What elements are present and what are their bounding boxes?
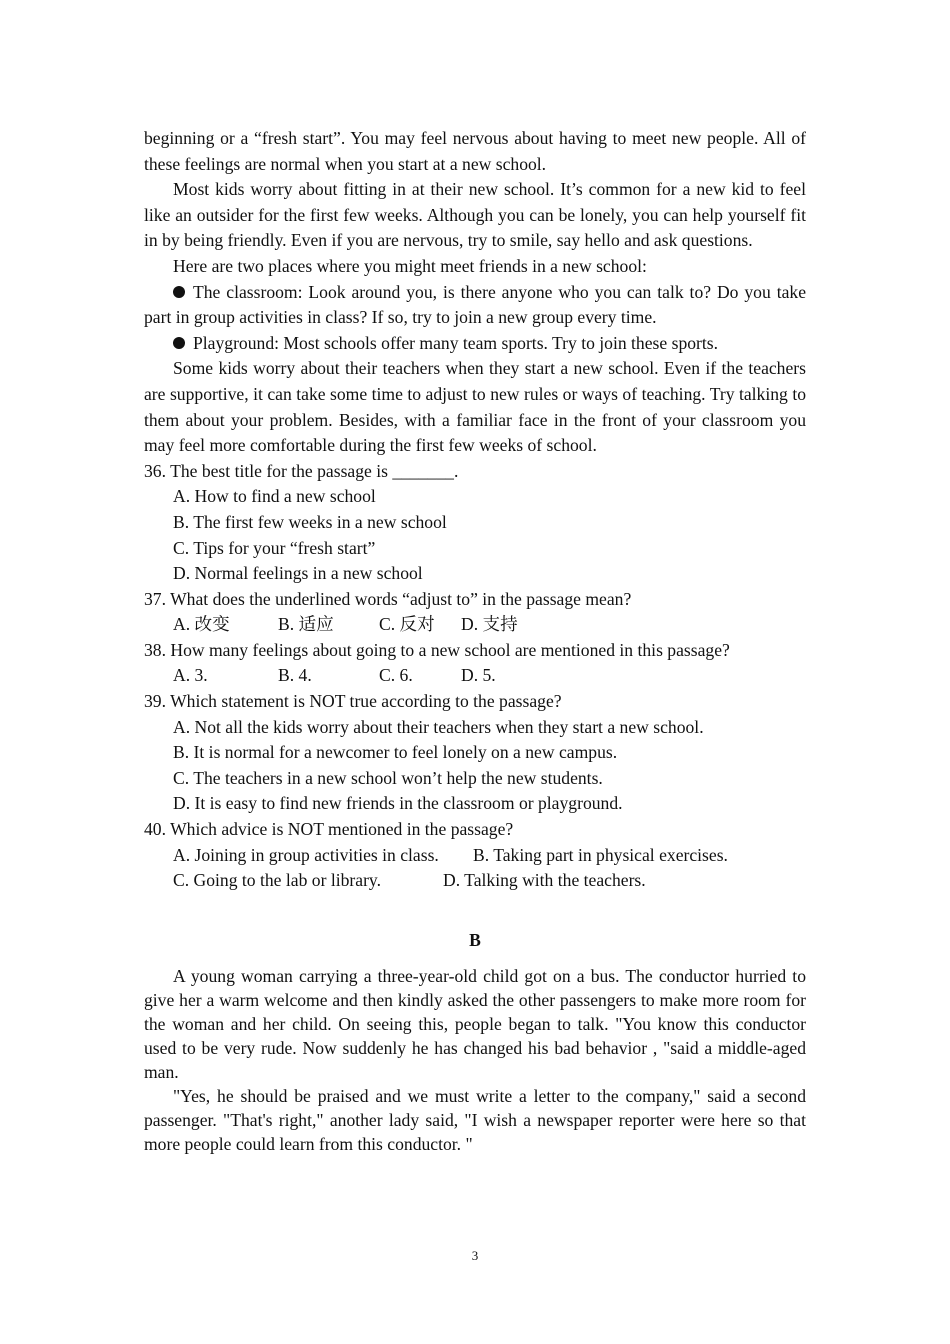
- question-36-option-b: B. The first few weeks in a new school: [173, 511, 447, 532]
- passage-a-bullet-playground: [144, 331, 806, 357]
- section-b-paragraph-2: "Yes, he should be praised and we must write a letter to the company," said a second passenger. "That's right," another lady said, "I wish a newspaper reporter were here so that more people could learn from this conductor. ": [144, 1085, 806, 1154]
- bullet-icon: [173, 286, 185, 298]
- question-38-stem: 38. How many feelings about going to a new school are mentioned in this passage?: [144, 639, 730, 660]
- question-38-option-c: C. 6.: [379, 665, 413, 686]
- question-38-option-b: B. 4.: [278, 665, 312, 686]
- passage-a-paragraph-4: Some kids worry about their teachers when they start a new school. Even if the teachers are supportive, it can take some time to adjust to new rules or ways of teaching. Try talking to them about your problem. Besides, with a familiar face in the front of your classroom you may feel more comfortable during the first few weeks of school.: [144, 358, 806, 456]
- question-38-option-d: D. 5.: [461, 665, 496, 686]
- question-36: [144, 459, 806, 587]
- exam-page: [144, 126, 806, 1156]
- question-40-options-row-1: [144, 843, 806, 869]
- passage-a-paragraph-2: Most kids worry about fitting in at their new school. It’s common for a new kid to feel like an outsider for the first few weeks. Although you can be lonely, you can help yourself fit in by being friendly. Even if you are nervous, try to smile, say hello and ask questions.: [144, 179, 806, 251]
- question-38: [144, 638, 806, 689]
- question-40-option-a: A. Joining in group activities in class.: [173, 844, 439, 865]
- page-number: 3: [471, 1248, 479, 1263]
- passage-a-paragraph-3: Here are two places where you might meet friends in a new school:: [173, 255, 647, 276]
- question-38-option-a: A. 3.: [173, 665, 208, 686]
- question-36-option-d: D. Normal feelings in a new school: [173, 563, 423, 584]
- section-b-heading: B: [469, 929, 481, 950]
- question-39-option-d: D. It is easy to find new friends in the classroom or playground.: [173, 793, 623, 814]
- question-37-stem: 37. What does the underlined words “adjust to” in the passage mean?: [144, 588, 632, 609]
- question-39-option-a: A. Not all the kids worry about their teachers when they start a new school.: [173, 716, 704, 737]
- question-37-options: [144, 612, 806, 638]
- question-39-option-b: B. It is normal for a newcomer to feel lonely on a new campus.: [173, 742, 618, 763]
- passage-a-paragraph-1: beginning or a “fresh start”. You may feel nervous about having to meet new people. All of these feelings are normal when you start at a new school.: [144, 128, 806, 174]
- question-40-stem: 40. Which advice is NOT mentioned in the passage?: [144, 819, 514, 840]
- question-39: [144, 689, 806, 817]
- question-36-option-a: A. How to find a new school: [173, 486, 376, 507]
- question-40-option-c: C. Going to the lab or library.: [173, 870, 381, 891]
- question-40-option-d: D. Talking with the teachers.: [443, 870, 646, 891]
- question-39-option-c: C. The teachers in a new school won’t help the new students.: [173, 767, 603, 788]
- question-40: [144, 817, 806, 894]
- section-b-paragraph-1: A young woman carrying a three-year-old child got on a bus. The conductor hurried to give her a warm welcome and then kindly asked the other passengers to make more room for the woman and her child. On seeing this, people began to talk. "You know this conductor used to be very rude. Now suddenly he has changed his bad behavior , "said a middle-aged man.: [144, 965, 806, 1082]
- question-37-option-a: A. 改变: [173, 614, 230, 635]
- question-37-option-d: D. 支持: [461, 614, 518, 635]
- question-36-option-c: C. Tips for your “fresh start”: [173, 537, 376, 558]
- question-36-stem: 36. The best title for the passage is _______.: [144, 460, 459, 481]
- question-40-options-row-2: [144, 868, 806, 894]
- question-38-options: [144, 663, 806, 689]
- question-37: [144, 587, 806, 638]
- question-40-option-b: B. Taking part in physical exercises.: [473, 844, 728, 865]
- bullet-text-playground: Playground: Most schools offer many team sports. Try to join these sports.: [193, 332, 719, 353]
- question-37-option-b: B. 适应: [278, 614, 334, 635]
- bullet-text-classroom: The classroom: Look around you, is there anyone who you can talk to? Do you take part in group activities in class? If so, try to join a new group every time.: [144, 281, 806, 328]
- passage-a-bullet-classroom: [144, 280, 806, 331]
- question-39-stem: 39. Which statement is NOT true according to the passage?: [144, 691, 562, 712]
- bullet-icon: [173, 337, 185, 349]
- question-37-option-c: C. 反对: [379, 614, 435, 635]
